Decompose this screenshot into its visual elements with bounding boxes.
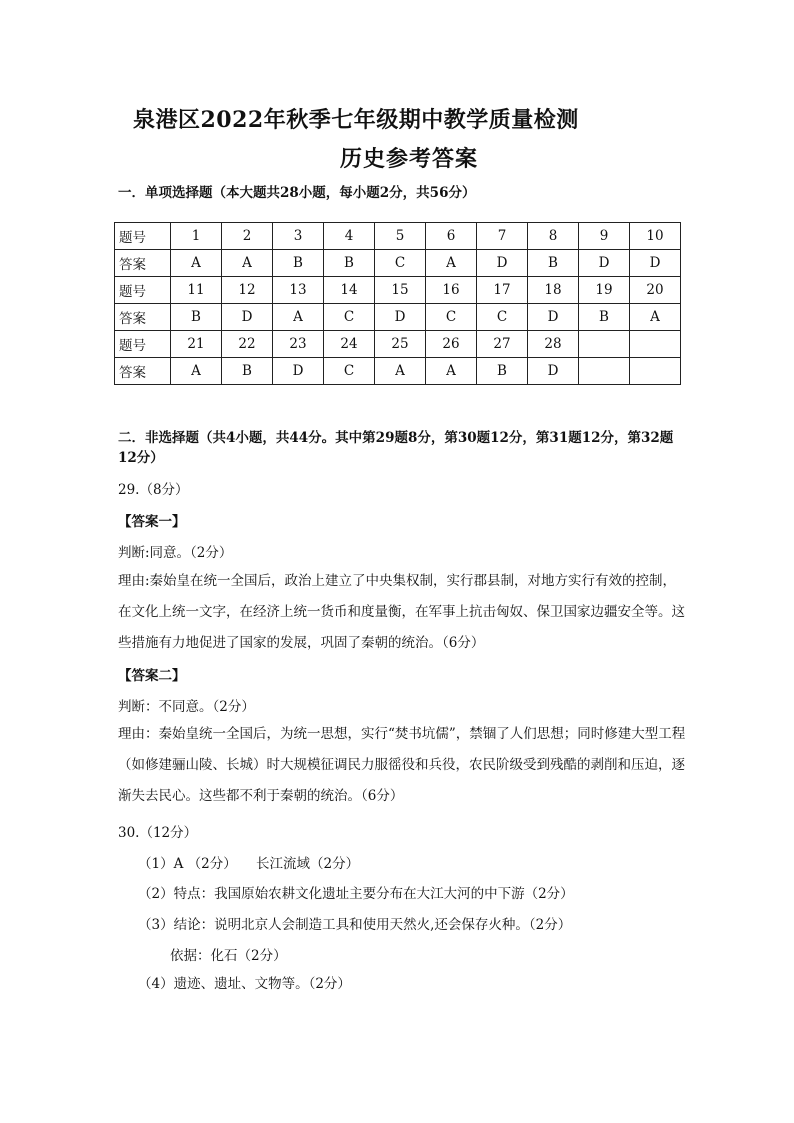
table-cell: 15: [375, 277, 426, 304]
table-cell: 28: [528, 331, 579, 358]
table-cell: 2: [222, 223, 273, 250]
table-cell: A: [171, 358, 222, 385]
table-cell: [630, 358, 681, 385]
q30-item3: （3）结论：说明北京人会制造工具和使用天然火,还会保存火种。（2分）: [138, 917, 572, 933]
table-cell: A: [273, 304, 324, 331]
table-cell: [630, 331, 681, 358]
table-cell: 4: [324, 223, 375, 250]
table-cell: B: [528, 250, 579, 277]
table-row-label: 题号: [115, 277, 171, 304]
table-cell: D: [222, 304, 273, 331]
table-row-label: 答案: [115, 304, 171, 331]
table-cell: 25: [375, 331, 426, 358]
table-cell: D: [273, 358, 324, 385]
table-cell: [579, 331, 630, 358]
table-cell: 22: [222, 331, 273, 358]
table-cell: C: [426, 304, 477, 331]
table-cell: 3: [273, 223, 324, 250]
table-row-label: 题号: [115, 223, 171, 250]
table-cell: 10: [630, 223, 681, 250]
page-subtitle: 历史参考答案: [340, 146, 479, 172]
table-cell: [579, 358, 630, 385]
table-cell: B: [171, 304, 222, 331]
q29-header: 29.（8分）: [118, 482, 189, 498]
table-cell: D: [528, 304, 579, 331]
table-cell: 6: [426, 223, 477, 250]
q29-answer1-judgement: 判断:同意。（2分）: [118, 545, 233, 561]
table-number-row: [115, 277, 681, 304]
table-cell: B: [477, 358, 528, 385]
section2-heading: 二．非选择题（共4小题，共44分。其中第29题8分，第30题12分，第31题12分，第32题12分）: [118, 430, 674, 466]
table-cell: D: [579, 250, 630, 277]
table-cell: C: [375, 250, 426, 277]
table-cell: 21: [171, 331, 222, 358]
table-cell: 8: [528, 223, 579, 250]
table-cell: D: [528, 358, 579, 385]
table-cell: C: [324, 358, 375, 385]
table-cell: B: [579, 304, 630, 331]
table-cell: A: [222, 250, 273, 277]
q30-item3-basis: 依据：化石（2分）: [170, 948, 287, 964]
section1-heading: 一．单项选择题（本大题共28小题，每小题2分，共56分）: [118, 185, 476, 201]
table-cell: 13: [273, 277, 324, 304]
table-cell: C: [324, 304, 375, 331]
table-answer-row: [115, 304, 681, 331]
table-cell: A: [171, 250, 222, 277]
table-cell: C: [477, 304, 528, 331]
table-cell: 5: [375, 223, 426, 250]
table-row-label: 题号: [115, 331, 171, 358]
table-cell: 19: [579, 277, 630, 304]
q29-answer1-label: 【答案一】: [118, 514, 186, 530]
table-number-row: [115, 223, 681, 250]
table-answer-row: [115, 250, 681, 277]
table-cell: 23: [273, 331, 324, 358]
table-cell: 17: [477, 277, 528, 304]
table-cell: 11: [171, 277, 222, 304]
table-cell: A: [630, 304, 681, 331]
table-cell: A: [426, 250, 477, 277]
table-cell: 27: [477, 331, 528, 358]
table-cell: 24: [324, 331, 375, 358]
table-cell: B: [222, 358, 273, 385]
q30-item2: （2）特点：我国原始农耕文化遗址主要分布在大江大河的中下游（2分）: [138, 886, 574, 902]
table-cell: B: [273, 250, 324, 277]
table-cell: 18: [528, 277, 579, 304]
q30-item1-a: （1）A （2分）: [138, 856, 237, 872]
q29-answer1-reason: 理由:秦始皇在统一全国后，政治上建立了中央集权制，实行郡县制，对地方实行有效的控制，在文化上统一文字，在经济上统一货币和度量衡，在军事上抗击匈奴、保卫国家边疆安全等。这些措施有力地促进了国家的发展，巩固了秦朝的统治。（6分）: [118, 573, 685, 651]
table-cell: D: [630, 250, 681, 277]
table-cell: 7: [477, 223, 528, 250]
table-cell: 1: [171, 223, 222, 250]
q29-answer2-reason: 理由：秦始皇统一全国后，为统一思想，实行“焚书坑儒”，禁锢了人们思想；同时修建大型工程（如修建骊山陵、长城）时大规模征调民力服徭役和兵役，农民阶级受到残酷的剥削和压迫，逐渐失去民心。这些都不利于秦朝的统治。（6分）: [118, 726, 686, 804]
q30-item1-b: 长江流域（2分）: [256, 856, 360, 872]
table-cell: 16: [426, 277, 477, 304]
table-cell: 14: [324, 277, 375, 304]
table-row-label: 答案: [115, 358, 171, 385]
answer-table: [114, 222, 681, 385]
table-cell: 26: [426, 331, 477, 358]
table-row-label: 答案: [115, 250, 171, 277]
table-cell: B: [324, 250, 375, 277]
table-cell: 9: [579, 223, 630, 250]
table-cell: A: [426, 358, 477, 385]
q30-item4: （4）遗迹、遗址、文物等。（2分）: [138, 976, 351, 992]
q30-header: 30.（12分）: [118, 825, 198, 841]
q29-answer2-label: 【答案二】: [118, 668, 186, 684]
table-cell: D: [477, 250, 528, 277]
table-cell: A: [375, 358, 426, 385]
table-cell: D: [375, 304, 426, 331]
page-title: 泉港区2022年秋季七年级期中教学质量检测: [133, 107, 579, 133]
table-cell: 12: [222, 277, 273, 304]
table-number-row: [115, 331, 681, 358]
q29-answer2-judgement: 判断：不同意。（2分）: [118, 699, 255, 715]
table-answer-row: [115, 358, 681, 385]
table-cell: 20: [630, 277, 681, 304]
